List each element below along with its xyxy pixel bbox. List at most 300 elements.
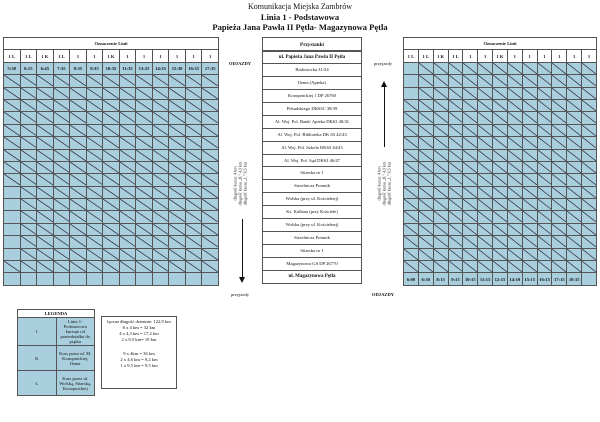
time-cell — [53, 261, 70, 273]
timetable-row — [404, 137, 597, 149]
time-cell — [493, 75, 508, 87]
time-cell — [53, 87, 70, 99]
time-cell — [507, 161, 522, 173]
line-code: 1 K — [37, 50, 54, 62]
time-cell — [169, 161, 186, 173]
time-cell — [70, 161, 87, 173]
departure-time: 6:30 — [418, 273, 433, 285]
time-cell — [522, 161, 537, 173]
time-cell — [152, 199, 169, 211]
timetable-row — [404, 75, 597, 87]
time-cell — [70, 261, 87, 273]
departure-time: 5:30 — [4, 62, 21, 74]
time-cell — [522, 261, 537, 273]
time-cell — [202, 248, 219, 260]
time-cell — [478, 199, 493, 211]
time-cell — [582, 62, 597, 74]
time-cell — [4, 199, 21, 211]
time-cell — [507, 211, 522, 223]
time-cell — [448, 211, 463, 223]
time-cell — [463, 137, 478, 149]
time-cell — [493, 248, 508, 260]
time-cell — [418, 223, 433, 235]
time-cell — [70, 87, 87, 99]
time-cell — [103, 87, 120, 99]
time-cell — [478, 248, 493, 260]
time-cell — [103, 137, 120, 149]
time-cell — [20, 137, 37, 149]
time-cell — [53, 112, 70, 124]
stop-item: Al. Woj. Pol. Biblioteka DK 63 42/43 — [262, 129, 362, 142]
time-cell — [119, 236, 136, 248]
time-cell — [152, 75, 169, 87]
time-cell — [169, 248, 186, 260]
time-cell — [37, 236, 54, 248]
time-cell — [70, 149, 87, 161]
time-cell — [463, 112, 478, 124]
time-cell — [478, 149, 493, 161]
table-title: Oznaczenie Linii — [404, 38, 597, 50]
time-cell — [463, 124, 478, 136]
time-cell — [202, 137, 219, 149]
time-cell — [582, 161, 597, 173]
time-cell — [4, 248, 21, 260]
time-cell — [478, 211, 493, 223]
stop-item: Piłsudskiego DK63C 38/39 — [262, 103, 362, 116]
time-cell — [463, 62, 478, 74]
time-cell — [493, 199, 508, 211]
page-header — [0, 2, 600, 32]
time-cell — [522, 75, 537, 87]
departure-time: 6:00 — [404, 273, 419, 285]
time-cell — [202, 149, 219, 161]
timetable-row — [404, 161, 597, 173]
right-arrivals-label: przyjazdy — [373, 61, 393, 66]
time-cell — [478, 124, 493, 136]
time-cell — [136, 248, 153, 260]
time-cell — [507, 149, 522, 161]
time-cell — [552, 248, 567, 260]
time-cell — [404, 149, 419, 161]
time-cell — [185, 112, 202, 124]
time-cell — [20, 236, 37, 248]
line-code: 1 L — [20, 50, 37, 62]
route-title: Papieża Jana Pawła II Pętla- Magazynowa Pętla — [212, 22, 388, 32]
time-cell — [507, 199, 522, 211]
time-cell — [20, 99, 37, 111]
time-cell — [86, 149, 103, 161]
time-cell — [448, 174, 463, 186]
time-cell — [152, 186, 169, 198]
time-cell — [552, 62, 567, 74]
line-code: 1 L — [4, 50, 21, 62]
timetable-row — [4, 199, 219, 211]
line-code: 1 K — [103, 50, 120, 62]
time-cell — [493, 149, 508, 161]
timetable-row — [4, 75, 219, 87]
time-cell — [70, 211, 87, 223]
time-cell — [4, 124, 21, 136]
time-cell — [53, 223, 70, 235]
time-cell — [537, 149, 552, 161]
time-cell — [582, 211, 597, 223]
time-cell — [478, 137, 493, 149]
time-cell — [418, 199, 433, 211]
time-cell — [53, 161, 70, 173]
left-departures-label: ODJAZDY — [228, 61, 252, 66]
time-cell — [169, 199, 186, 211]
line-code: 1 — [567, 50, 582, 62]
time-cell — [507, 223, 522, 235]
time-cell — [582, 223, 597, 235]
time-cell — [404, 87, 419, 99]
time-cell — [202, 236, 219, 248]
time-cell — [185, 248, 202, 260]
time-cell — [4, 161, 21, 173]
time-cell — [463, 186, 478, 198]
time-cell — [4, 112, 21, 124]
stop-item: Al. Woj. Pol. Szkoła DK63 44/45 — [262, 142, 362, 155]
time-cell — [86, 261, 103, 273]
time-cell — [202, 211, 219, 223]
timetable-row — [404, 62, 597, 74]
time-cell — [418, 174, 433, 186]
timetable-row — [4, 236, 219, 248]
time-cell — [537, 186, 552, 198]
time-cell — [448, 199, 463, 211]
time-cell — [478, 87, 493, 99]
time-cell — [169, 211, 186, 223]
time-cell — [493, 211, 508, 223]
line-code: 1 — [522, 50, 537, 62]
time-cell — [493, 99, 508, 111]
time-cell — [86, 137, 103, 149]
time-cell — [493, 186, 508, 198]
departure-time: 15:15 — [522, 273, 537, 285]
time-cell — [70, 112, 87, 124]
line-code: 1 — [169, 50, 186, 62]
time-cell — [582, 87, 597, 99]
departure-time: 10:35 — [103, 62, 120, 74]
time-cell — [567, 75, 582, 87]
time-cell — [522, 87, 537, 99]
time-cell — [202, 261, 219, 273]
stop-item: Białostocka 31/24 — [262, 64, 362, 77]
time-cell — [119, 99, 136, 111]
time-cell — [152, 174, 169, 186]
time-cell — [522, 62, 537, 74]
time-cell — [552, 211, 567, 223]
time-cell — [433, 174, 448, 186]
departure-time: 16:35 — [185, 62, 202, 74]
time-cell — [70, 174, 87, 186]
time-cell — [552, 223, 567, 235]
departure-time: 17:35 — [202, 62, 219, 74]
time-cell — [567, 149, 582, 161]
first-departure-row — [4, 62, 219, 74]
time-cell — [493, 137, 508, 149]
time-cell — [433, 161, 448, 173]
time-cell — [418, 236, 433, 248]
time-cell — [522, 236, 537, 248]
time-cell — [537, 211, 552, 223]
time-cell — [522, 124, 537, 136]
departure-time: 8:35 — [70, 62, 87, 74]
departure-time: 6:15 — [20, 62, 37, 74]
time-cell — [582, 199, 597, 211]
time-cell — [103, 186, 120, 198]
time-cell — [136, 87, 153, 99]
time-cell — [20, 75, 37, 87]
right-departures-label: ODJAZDY — [371, 292, 395, 297]
time-cell — [418, 211, 433, 223]
time-cell — [404, 186, 419, 198]
line-code: 1 — [119, 50, 136, 62]
arrival-row — [4, 273, 219, 285]
time-cell — [537, 199, 552, 211]
time-cell — [119, 211, 136, 223]
departure-time: 12:15 — [493, 273, 508, 285]
line-code: 1 — [552, 50, 567, 62]
time-cell — [433, 112, 448, 124]
line-code: 1 K — [493, 50, 508, 62]
time-cell — [582, 248, 597, 260]
time-cell — [404, 161, 419, 173]
time-cell — [448, 248, 463, 260]
time-cell — [418, 248, 433, 260]
time-cell — [507, 124, 522, 136]
time-cell — [433, 75, 448, 87]
time-cell — [4, 149, 21, 161]
time-cell — [582, 99, 597, 111]
time-cell — [433, 261, 448, 273]
departure-time: 15:30 — [169, 62, 186, 74]
stops-list — [262, 37, 362, 284]
time-cell — [567, 186, 582, 198]
time-cell — [433, 186, 448, 198]
time-cell — [537, 99, 552, 111]
time-cell — [537, 62, 552, 74]
time-cell — [86, 236, 103, 248]
legend-table — [17, 309, 95, 396]
time-cell — [169, 261, 186, 273]
time-cell — [448, 149, 463, 161]
time-cell — [433, 223, 448, 235]
time-cell — [567, 211, 582, 223]
line-code: 1 L — [53, 50, 70, 62]
time-cell — [552, 186, 567, 198]
stops-header: Przystanki — [262, 37, 362, 51]
time-cell — [53, 273, 70, 285]
time-cell — [567, 112, 582, 124]
time-cell — [493, 236, 508, 248]
time-cell — [507, 99, 522, 111]
departure-time: 17:15 — [552, 273, 567, 285]
time-cell — [552, 137, 567, 149]
line-code: 1 — [136, 50, 153, 62]
time-cell — [4, 186, 21, 198]
time-cell — [4, 223, 21, 235]
time-cell — [404, 174, 419, 186]
stop-item: Al. Woj. Pol. Sąd DK63 46/47 — [262, 155, 362, 168]
info-line: 8 x 4 km = 32 km — [122, 325, 156, 330]
time-cell — [103, 161, 120, 173]
time-cell — [433, 149, 448, 161]
time-cell — [418, 99, 433, 111]
time-cell — [522, 248, 537, 260]
time-cell — [86, 186, 103, 198]
time-cell — [185, 149, 202, 161]
time-cell — [136, 112, 153, 124]
time-cell — [136, 99, 153, 111]
right-route-lengths: długość kursu: 4 km długość kursu „K" 4,3 km długość kursu „L" 9,5 km — [376, 161, 392, 206]
info-line: 2 x 4,6 km = 9,2 km — [120, 357, 158, 362]
time-cell — [103, 211, 120, 223]
time-cell — [4, 236, 21, 248]
timetable-row — [4, 248, 219, 260]
stop-item: Magazynowa GS DP 26770 — [262, 258, 362, 271]
time-cell — [70, 99, 87, 111]
time-cell — [136, 149, 153, 161]
time-cell — [404, 124, 419, 136]
time-cell — [70, 223, 87, 235]
time-cell — [53, 236, 70, 248]
time-cell — [185, 211, 202, 223]
time-cell — [202, 199, 219, 211]
time-cell — [537, 124, 552, 136]
time-cell — [202, 273, 219, 285]
timetable-row — [4, 211, 219, 223]
time-cell — [448, 75, 463, 87]
time-cell — [152, 211, 169, 223]
time-cell — [404, 75, 419, 87]
time-cell — [37, 186, 54, 198]
timetable-row — [404, 236, 597, 248]
time-cell — [37, 75, 54, 87]
time-cell — [37, 161, 54, 173]
left-timetable — [3, 37, 219, 286]
time-cell — [567, 87, 582, 99]
time-cell — [152, 99, 169, 111]
time-cell — [478, 112, 493, 124]
time-cell — [169, 174, 186, 186]
left-arrivals-label: przyjazdy — [230, 292, 250, 297]
time-cell — [567, 161, 582, 173]
legend-key: L — [18, 371, 57, 396]
time-cell — [463, 236, 478, 248]
time-cell — [70, 186, 87, 198]
time-cell — [418, 75, 433, 87]
departure-time: 14:10 — [507, 273, 522, 285]
time-cell — [4, 273, 21, 285]
time-cell — [103, 124, 120, 136]
legend-value: Kurs przez ul. M. Konopnickiej, Ilema — [56, 346, 95, 371]
time-cell — [463, 161, 478, 173]
time-cell — [567, 99, 582, 111]
time-cell — [70, 124, 87, 136]
timetable-row — [4, 99, 219, 111]
time-cell — [119, 87, 136, 99]
time-cell — [136, 124, 153, 136]
time-cell — [552, 99, 567, 111]
time-cell — [552, 87, 567, 99]
time-cell — [404, 99, 419, 111]
time-cell — [20, 87, 37, 99]
time-cell — [448, 186, 463, 198]
time-cell — [567, 223, 582, 235]
time-cell — [152, 236, 169, 248]
time-cell — [418, 124, 433, 136]
info-line: 9 x 4km = 36 km — [123, 351, 155, 356]
line-code: 1 — [185, 50, 202, 62]
time-cell — [185, 199, 202, 211]
time-cell — [37, 149, 54, 161]
time-cell — [103, 199, 120, 211]
time-cell — [169, 137, 186, 149]
time-cell — [119, 174, 136, 186]
time-cell — [185, 137, 202, 149]
time-cell — [582, 124, 597, 136]
time-cell — [4, 261, 21, 273]
timetable-row — [4, 87, 219, 99]
time-cell — [433, 236, 448, 248]
time-cell — [552, 149, 567, 161]
time-cell — [537, 223, 552, 235]
stop-item: Konopnickiej 1 DP 26760 — [262, 90, 362, 103]
stop-item: Ks. Kulbata (przy Kościele) — [262, 206, 362, 219]
time-cell — [37, 248, 54, 260]
time-cell — [552, 174, 567, 186]
time-cell — [185, 124, 202, 136]
distance-info — [101, 316, 177, 389]
time-cell — [37, 87, 54, 99]
time-cell — [537, 75, 552, 87]
time-cell — [433, 87, 448, 99]
departure-time: 11:35 — [119, 62, 136, 74]
time-cell — [119, 186, 136, 198]
time-cell — [493, 261, 508, 273]
time-cell — [582, 261, 597, 273]
time-cell — [37, 223, 54, 235]
time-cell — [507, 174, 522, 186]
time-cell — [86, 211, 103, 223]
departure-time: 10:15 — [463, 273, 478, 285]
time-cell — [169, 236, 186, 248]
time-cell — [136, 137, 153, 149]
time-cell — [418, 87, 433, 99]
info-line: 4 x 4,3 km = 17,2 km — [119, 331, 159, 336]
time-cell — [4, 99, 21, 111]
time-cell — [404, 199, 419, 211]
line-code: 1 K — [433, 50, 448, 62]
time-cell — [70, 137, 87, 149]
time-cell — [448, 112, 463, 124]
time-cell — [86, 99, 103, 111]
time-cell — [418, 149, 433, 161]
legend-title: LEGENDA — [18, 310, 95, 318]
time-cell — [433, 62, 448, 74]
down-arrow-icon — [239, 277, 245, 283]
departure-time: 7:35 — [53, 62, 70, 74]
time-cell — [478, 174, 493, 186]
time-cell — [20, 248, 37, 260]
time-cell — [119, 75, 136, 87]
time-cell — [433, 99, 448, 111]
time-cell — [507, 236, 522, 248]
time-cell — [448, 161, 463, 173]
stop-item: Sitarska nr 1 — [262, 245, 362, 258]
time-cell — [582, 236, 597, 248]
